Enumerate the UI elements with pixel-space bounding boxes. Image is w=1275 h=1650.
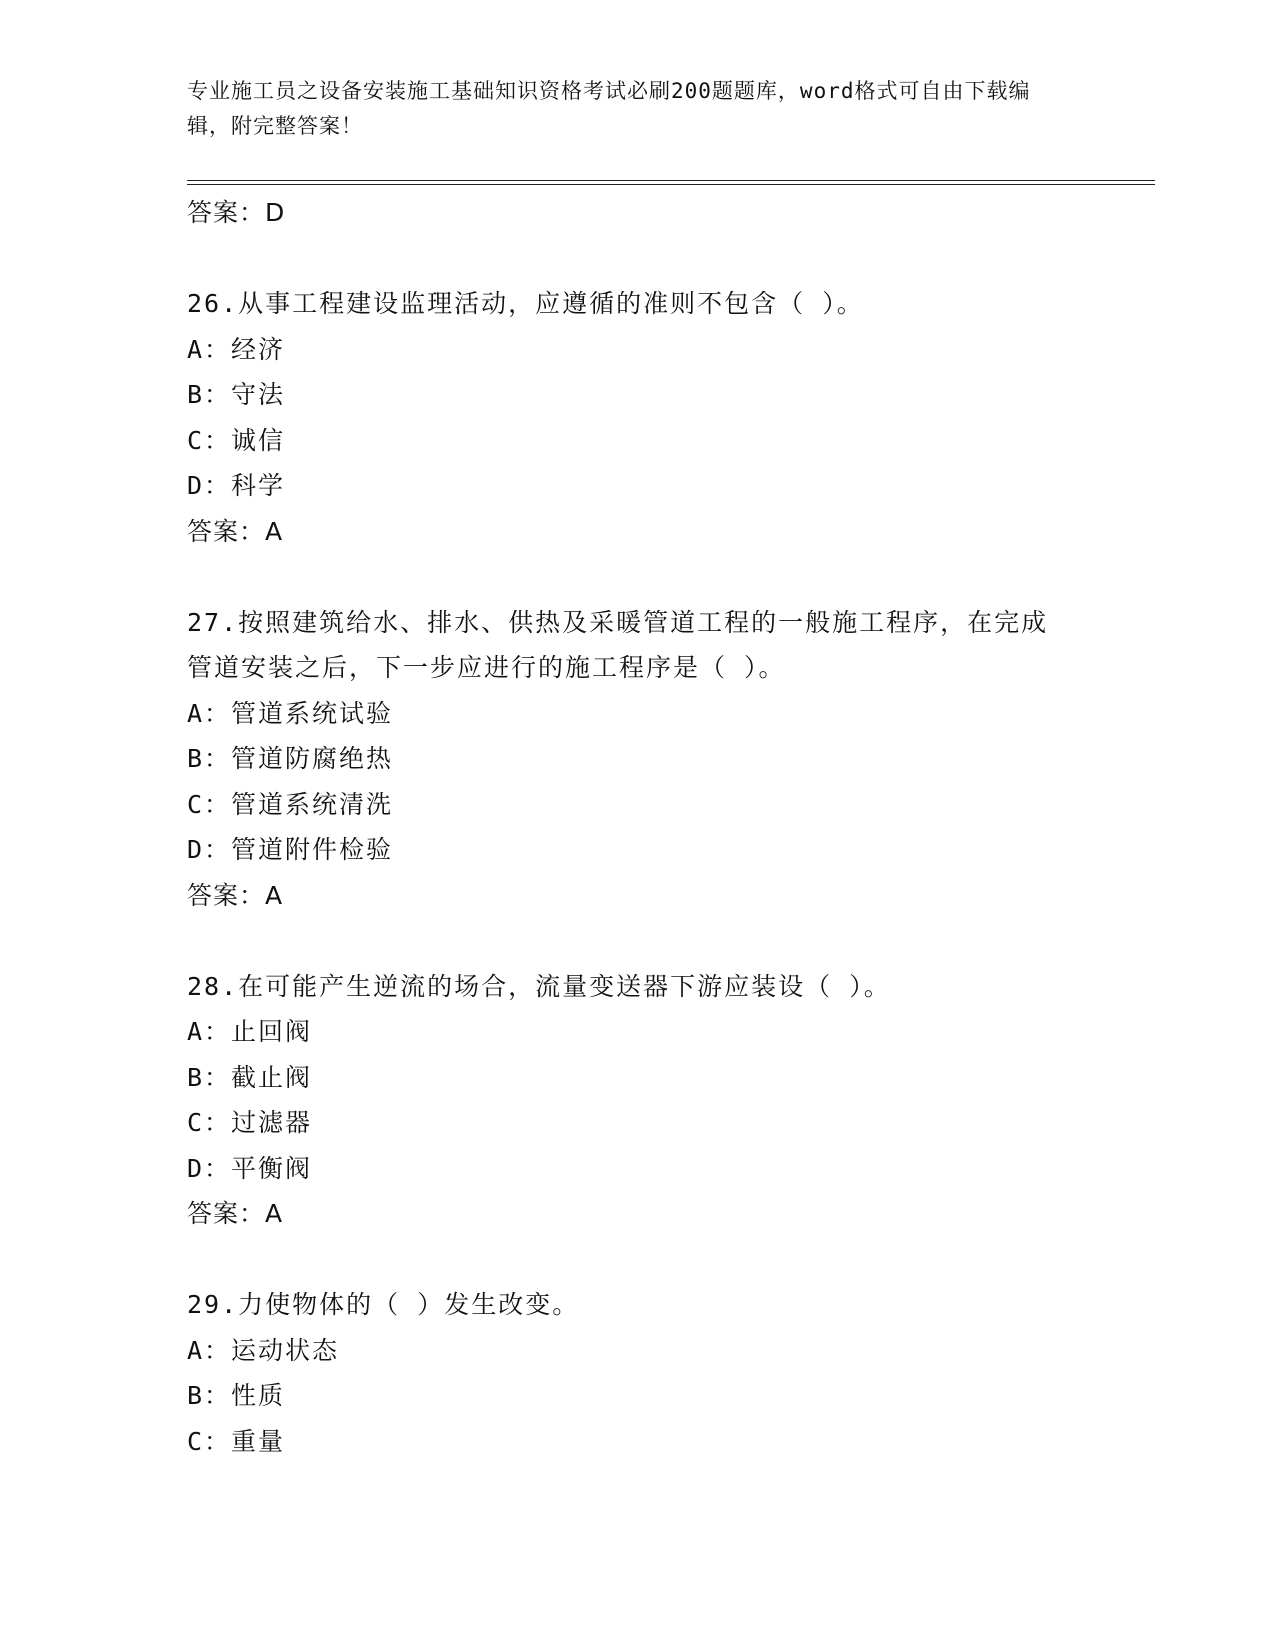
spacer — [187, 918, 1087, 964]
spacer — [187, 236, 1087, 282]
question-28 — [187, 964, 1087, 1237]
question-29 — [187, 1282, 1087, 1464]
spacer — [187, 1237, 1087, 1283]
option-c: C：过滤器 — [187, 1108, 313, 1137]
answer: 答案：A — [187, 516, 284, 546]
option-c: C：管道系统清洗 — [187, 789, 394, 819]
option-a: A：运动状态 — [187, 1335, 340, 1365]
option-c: C：诚信 — [187, 425, 286, 455]
question-27 — [187, 600, 1087, 919]
option-c: C：重量 — [187, 1426, 286, 1456]
answer: 答案：A — [187, 880, 284, 910]
option-b: B：截止阀 — [187, 1062, 313, 1092]
option-b: B：管道防腐绝热 — [187, 744, 394, 773]
document-header — [187, 74, 1067, 144]
question-stem: 29.力使物体的（ ）发生改变。 — [187, 1290, 580, 1319]
option-d: D：管道附件检验 — [187, 835, 394, 864]
previous-answer: 答案：D — [187, 198, 286, 227]
option-d: D：科学 — [187, 471, 286, 500]
option-a: A：经济 — [187, 334, 286, 364]
option-b: B：性质 — [187, 1381, 286, 1410]
option-a: A：管道系统试验 — [187, 698, 394, 728]
question-list — [187, 190, 1087, 1464]
question-26 — [187, 281, 1087, 554]
answer: 答案：A — [187, 1199, 284, 1228]
question-stem: 28.在可能产生逆流的场合，流量变送器下游应装设（ ）。 — [187, 971, 891, 1001]
header-divider-top — [187, 180, 1155, 181]
option-d: D：平衡阀 — [187, 1153, 313, 1183]
spacer — [187, 554, 1087, 600]
option-b: B：守法 — [187, 380, 286, 409]
header-divider-bottom — [187, 184, 1155, 185]
question-stem: 27.按照建筑给水、排水、供热及采暖管道工程的一般施工程序，在完成管道安装之后，下一步应进行的施工程序是（ ）。 — [187, 607, 1049, 682]
option-a: A：止回阀 — [187, 1017, 313, 1046]
question-stem: 26.从事工程建设监理活动，应遵循的准则不包含（ ）。 — [187, 289, 864, 318]
header-text: 专业施工员之设备安装施工基础知识资格考试必刷200题题库，word格式可自由下载编辑，附完整答案！ — [187, 79, 1031, 138]
